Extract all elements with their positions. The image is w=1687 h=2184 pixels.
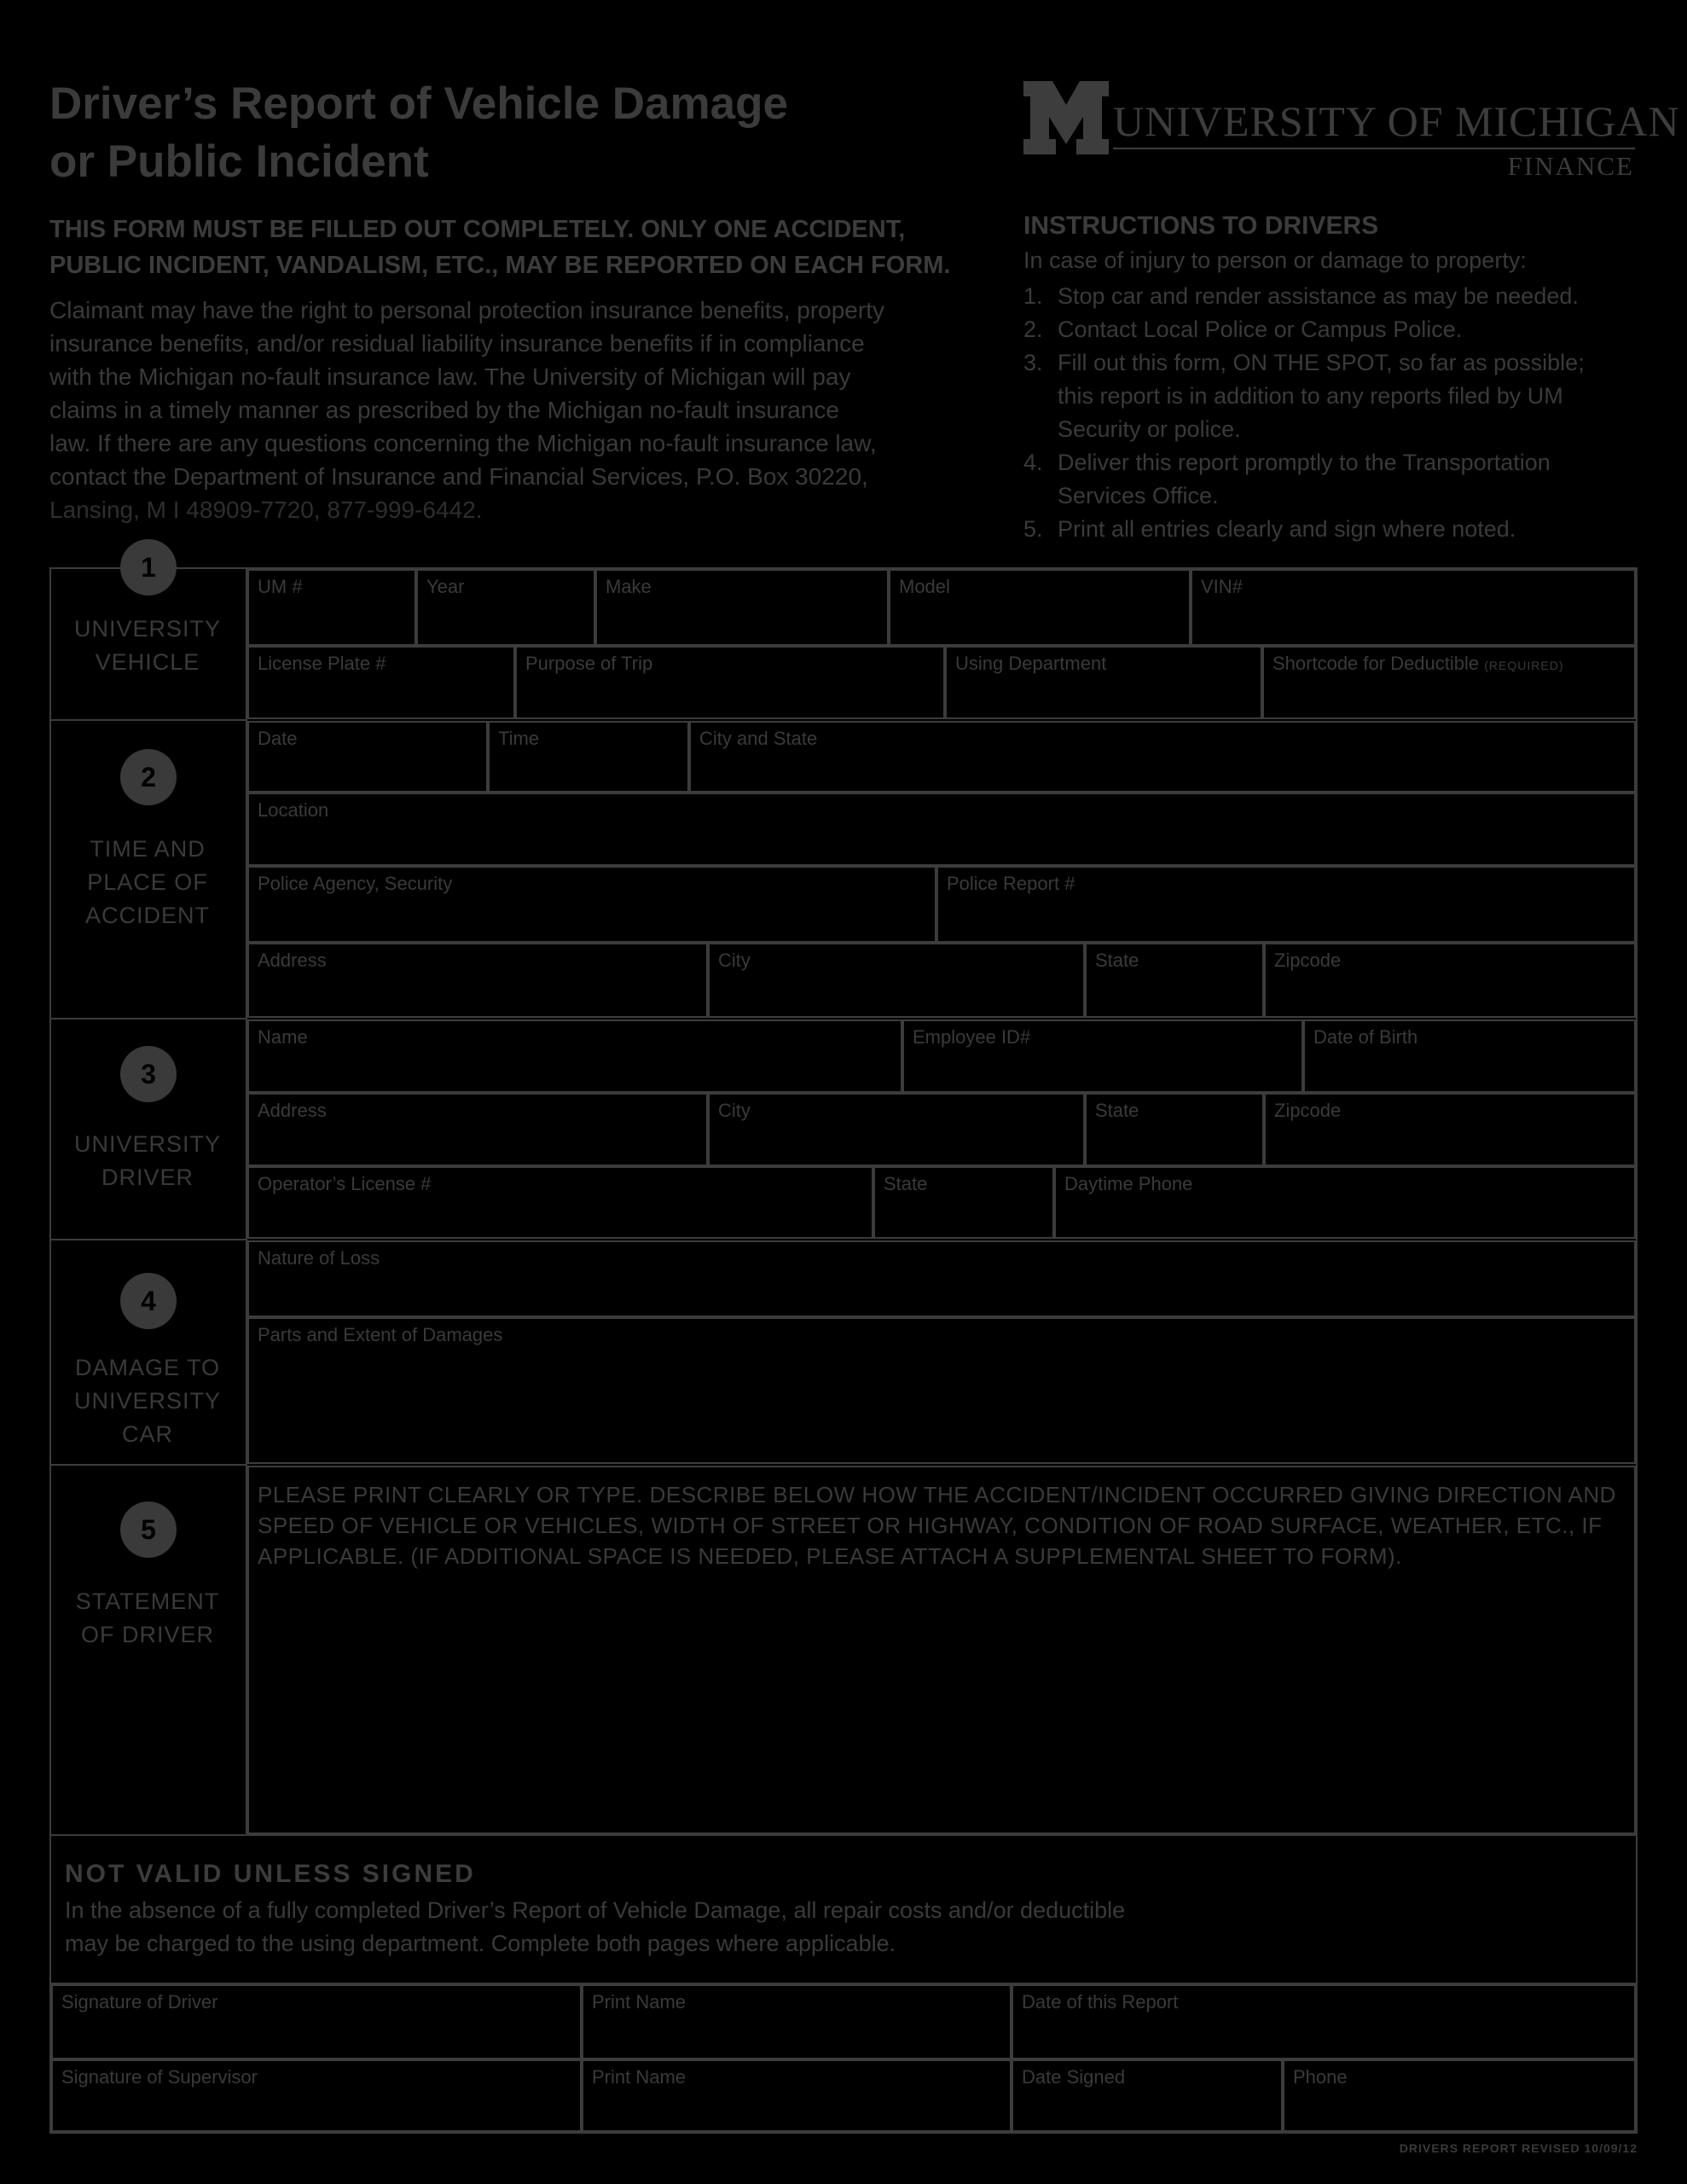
field-label: City — [718, 1100, 751, 1121]
police-agency-field[interactable] — [247, 866, 936, 943]
claimant-line: contact the Department of Insurance and Financial Services, P.O. Box 30220, — [49, 463, 868, 490]
section-label-line: ACCIDENT — [84, 903, 210, 928]
claimant-line: with the Michigan no-fault insurance law. The University of Michigan will pay — [49, 363, 851, 390]
warning-line-1: THIS FORM MUST BE FILLED OUT COMPLETELY. ONLY ONE ACCIDENT, — [49, 216, 906, 243]
block-m-icon — [1023, 81, 1109, 154]
title-line-1: Driver’s Report of Vehicle Damage — [49, 78, 788, 129]
date-field[interactable] — [247, 721, 488, 793]
section-label-line: VEHICLE — [95, 649, 200, 675]
notice-line: In the absence of a fully completed Driver’s Report of Vehicle Damage, all repair costs and/or deductible — [65, 1897, 1126, 1923]
date-signed-field[interactable] — [1012, 2059, 1283, 2132]
accident-address-field[interactable] — [247, 943, 708, 1018]
driver-city-field[interactable] — [708, 1093, 1085, 1166]
using-department-field[interactable] — [945, 646, 1262, 719]
make-field[interactable] — [595, 569, 889, 646]
section-1-label — [49, 613, 246, 679]
shortcode-field[interactable] — [1262, 646, 1636, 719]
section-4-label — [49, 1351, 246, 1451]
page-title — [49, 75, 788, 191]
section-separator — [49, 1239, 246, 1240]
field-label: Employee ID# — [913, 1026, 1031, 1048]
damages-field[interactable] — [247, 1317, 1636, 1464]
report-date-field[interactable] — [1012, 1984, 1636, 2059]
date-of-birth-field[interactable] — [1303, 1019, 1636, 1093]
field-label: Time — [498, 728, 540, 749]
driver-name-field[interactable] — [247, 1019, 902, 1093]
not-valid-notice — [65, 1894, 1259, 1960]
section-label-line: DAMAGE TO — [74, 1355, 221, 1380]
supervisor-phone-field[interactable] — [1283, 2059, 1636, 2132]
section-3-label — [49, 1128, 246, 1194]
notice-line: may be charged to the using department. Complete both pages where applicable. — [65, 1931, 896, 1956]
field-label: State — [884, 1173, 928, 1194]
item-text: Deliver this report promptly to the Transportation Services Office. — [1058, 450, 1551, 508]
logo-name: UNIVERSITY OF MICHIGAN — [1113, 97, 1680, 145]
employee-id-field[interactable] — [902, 1019, 1303, 1093]
field-label: License Plate # — [258, 653, 386, 674]
field-label: Print Name — [592, 1991, 687, 2013]
section-label-line: STATEMENT — [75, 1589, 220, 1614]
driver-print-name-field[interactable] — [582, 1984, 1012, 2059]
field-label: Address — [258, 950, 327, 971]
field-label: Date of Birth — [1313, 1026, 1418, 1048]
year-field[interactable] — [416, 569, 595, 646]
driver-address-field[interactable] — [247, 1093, 708, 1166]
vin-field[interactable] — [1191, 569, 1636, 646]
title-line-2: or Public Incident — [49, 136, 429, 187]
claimant-line: law. If there are any questions concerning the Michigan no-fault insurance law, — [49, 430, 877, 456]
location-field[interactable] — [247, 793, 1636, 866]
not-valid-heading: NOT VALID UNLESS SIGNED — [65, 1860, 476, 1888]
instructions-heading: INSTRUCTIONS TO DRIVERS — [1023, 212, 1379, 240]
section-separator — [49, 1464, 246, 1466]
section-label-line: UNIVERSITY — [73, 1388, 222, 1414]
field-label: Police Agency, Security — [258, 873, 453, 894]
field-label: Signature of Supervisor — [61, 2066, 258, 2088]
um-number-field[interactable] — [247, 569, 416, 646]
item-number: 5. — [1023, 516, 1043, 542]
statement-line: SPEED OF VEHICLE OR VEHICLES, WIDTH OF STREET OR HIGHWAY, CONDITION OF ROAD SURFACE, WEATHER, ETC., IF — [258, 1513, 1603, 1538]
logo-subtitle: FINANCE — [1507, 151, 1634, 181]
field-label: Date Signed — [1022, 2066, 1126, 2088]
driver-zipcode-field[interactable] — [1264, 1093, 1636, 1166]
list-item — [1023, 446, 1638, 513]
university-logo — [1023, 81, 1680, 183]
field-label: Using Department — [955, 653, 1107, 674]
revision-footer: DRIVERS REPORT REVISED 10/09/12 — [1399, 2141, 1638, 2155]
claimant-line: Lansing, M I 48909-7720, 877-999-6442. — [49, 497, 483, 523]
form-warning — [49, 212, 1005, 283]
section-2-label — [49, 833, 246, 932]
field-label: Name — [258, 1026, 308, 1048]
item-text: Contact Local Police or Campus Police. — [1058, 317, 1463, 342]
claimant-line: Claimant may have the right to personal protection insurance benefits, property — [49, 297, 884, 323]
list-item — [1023, 346, 1638, 446]
accident-city-field[interactable] — [708, 943, 1085, 1018]
supervisor-signature-field[interactable] — [51, 2059, 582, 2132]
section-label-line: UNIVERSITY — [73, 1131, 222, 1157]
field-label: Police Report # — [947, 873, 1075, 894]
accident-zipcode-field[interactable] — [1264, 943, 1636, 1018]
statement-line: APPLICABLE. (IF ADDITIONAL SPACE IS NEEDED, PLEASE ATTACH A SUPPLEMENTAL SHEET TO FORM). — [258, 1543, 1402, 1569]
daytime-phone-field[interactable] — [1054, 1166, 1636, 1239]
section-label-line: PLACE OF — [87, 869, 208, 895]
logo-rule — [1113, 148, 1635, 149]
section-1-number: 1 — [120, 539, 177, 595]
license-state-field[interactable] — [873, 1166, 1054, 1239]
field-label: Shortcode for Deductible — [1272, 653, 1480, 674]
supervisor-print-name-field[interactable] — [582, 2059, 1012, 2132]
section-5-label — [49, 1585, 246, 1652]
section-label-line: CAR — [121, 1421, 173, 1447]
field-label: Date of this Report — [1022, 1991, 1179, 2013]
field-label: Date — [258, 728, 298, 749]
field-label: State — [1095, 950, 1139, 971]
item-number: 1. — [1023, 283, 1043, 309]
field-label: Make — [606, 576, 652, 597]
field-label: Year — [426, 576, 465, 597]
field-label: Operator’s License # — [258, 1173, 432, 1194]
field-label: VIN# — [1201, 576, 1243, 597]
statement-line: PLEASE PRINT CLEARLY OR TYPE. DESCRIBE BELOW HOW THE ACCIDENT/INCIDENT OCCURRED GIVING DIRECTION AND — [258, 1482, 1616, 1507]
item-number: 4. — [1023, 450, 1043, 475]
item-text: Fill out this form, ON THE SPOT, so far as possible; this report is in addition to any reports filed by UM Security or police. — [1058, 350, 1585, 442]
time-field[interactable] — [488, 721, 689, 793]
claimant-line: insurance benefits, and/or residual liability insurance benefits if in compliance — [49, 330, 865, 357]
section-label-line: OF DRIVER — [80, 1622, 214, 1647]
license-plate-field[interactable] — [247, 646, 515, 719]
item-number: 2. — [1023, 317, 1043, 342]
field-label: Parts and Extent of Damages — [258, 1324, 503, 1345]
section-separator — [49, 1018, 246, 1019]
statement-field[interactable] — [247, 1466, 1636, 1834]
driver-signature-field[interactable] — [51, 1984, 582, 2059]
city-state-field[interactable] — [689, 721, 1636, 793]
item-number: 3. — [1023, 350, 1043, 375]
section-3-number: 3 — [120, 1046, 177, 1102]
list-item — [1023, 513, 1638, 546]
instructions-intro: In case of injury to person or damage to property: — [1023, 247, 1527, 273]
field-label: Daytime Phone — [1064, 1173, 1193, 1194]
section-label-line: UNIVERSITY — [73, 616, 222, 642]
claimant-line: claims in a timely manner as prescribed by the Michigan no-fault insurance — [49, 397, 839, 423]
field-label: Zipcode — [1274, 1100, 1342, 1121]
warning-line-2: PUBLIC INCIDENT, VANDALISM, ETC., MAY BE REPORTED ON EACH FORM. — [49, 252, 951, 279]
instructions-list — [1023, 280, 1638, 546]
list-item — [1023, 313, 1638, 346]
required-note: (REQUIRED) — [1484, 659, 1564, 672]
field-label: Model — [899, 576, 950, 597]
field-label: Zipcode — [1274, 950, 1342, 971]
section-label-line: DRIVER — [101, 1165, 194, 1190]
field-label: UM # — [258, 576, 303, 597]
list-item — [1023, 280, 1638, 313]
section-separator — [49, 1834, 1638, 1836]
field-label: Address — [258, 1100, 327, 1121]
purpose-field[interactable] — [515, 646, 945, 719]
field-label: Purpose of Trip — [525, 653, 653, 674]
field-label: Print Name — [592, 2066, 687, 2088]
field-label: Signature of Driver — [61, 1991, 218, 2013]
operator-license-field[interactable] — [247, 1166, 873, 1239]
field-label: Location — [258, 799, 329, 821]
item-text: Stop car and render assistance as may be needed. — [1058, 283, 1579, 309]
nature-of-loss-field[interactable] — [247, 1240, 1636, 1317]
section-2-number: 2 — [120, 749, 177, 805]
police-report-field[interactable] — [936, 866, 1636, 943]
accident-state-field[interactable] — [1085, 943, 1264, 1018]
section-label-line: TIME AND — [90, 836, 206, 862]
claimant-notice — [49, 293, 988, 526]
section-separator — [49, 719, 246, 721]
driver-state-field[interactable] — [1085, 1093, 1264, 1166]
field-label: Phone — [1293, 2066, 1348, 2088]
model-field[interactable] — [889, 569, 1191, 646]
field-label: State — [1095, 1100, 1139, 1121]
section-4-number: 4 — [120, 1273, 177, 1329]
item-text: Print all entries clearly and sign where noted. — [1058, 516, 1516, 542]
field-label: City and State — [699, 728, 818, 749]
field-label: Nature of Loss — [258, 1247, 380, 1269]
section-5-number: 5 — [120, 1502, 177, 1558]
field-label: City — [718, 950, 751, 971]
